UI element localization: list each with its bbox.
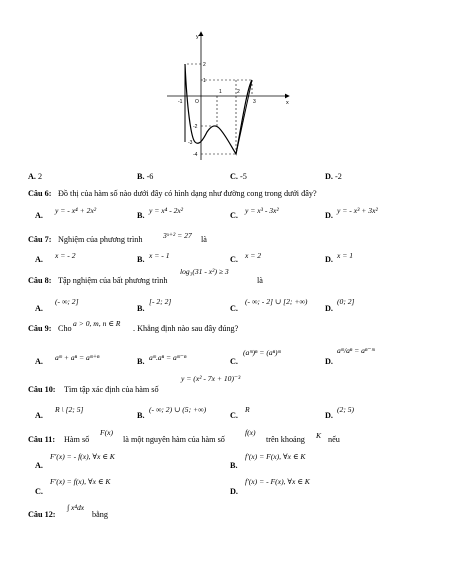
q5-option-d[interactable]: D. -2	[325, 172, 342, 181]
question-text: Cho	[58, 324, 72, 333]
option-value[interactable]: (- ∞; 2) ∪ (5; +∞)	[149, 405, 207, 414]
option-letter[interactable]: C.	[230, 211, 238, 220]
y-tick: 2	[203, 62, 206, 68]
option-value[interactable]: (2; 5)	[337, 405, 355, 414]
option-value[interactable]: y = x³ - 3x²	[245, 206, 279, 215]
option-letter[interactable]: A.	[35, 461, 43, 470]
question-text: bằng	[92, 510, 108, 519]
option-value[interactable]: y = - x³ + 3x²	[337, 206, 378, 215]
function-graph	[165, 28, 295, 163]
x-tick: 1	[219, 89, 222, 95]
question-text: trên khoảng	[266, 435, 305, 444]
question-text: Đồ thị của hàm số nào dưới đây có hình dạng như đường cong trong dưới đây?	[58, 189, 317, 198]
option-letter[interactable]: D.	[325, 211, 333, 220]
option-value[interactable]: f′(x) = F(x), ∀x ∈ K	[245, 452, 306, 461]
question-Fx: F(x)	[100, 428, 114, 437]
option-value[interactable]: x = - 2	[55, 251, 76, 260]
x-tick: O	[195, 99, 199, 105]
option-value[interactable]: (- ∞; 2]	[55, 297, 79, 306]
option-value[interactable]: f′(x) = - F(x), ∀x ∈ K	[245, 477, 310, 486]
option-value[interactable]: x = - 1	[149, 251, 170, 260]
y-axis-label: y	[196, 34, 199, 40]
question-suffix: là	[257, 276, 263, 285]
question-label: Câu 11:	[28, 435, 56, 444]
y-tick: -2	[193, 124, 198, 130]
question-text: . Khẳng định nào sau đây đúng?	[133, 324, 239, 333]
option-letter[interactable]: C.	[230, 255, 238, 264]
question-label: Câu 6:	[28, 189, 52, 198]
option-letter[interactable]: B.	[137, 411, 145, 420]
y-tick: -4	[193, 152, 198, 158]
option-letter[interactable]: A.	[35, 357, 43, 366]
option-value[interactable]: y = - x⁴ + 2x²	[55, 206, 97, 215]
x-axis-label: x	[286, 100, 289, 106]
question-label: Câu 8:	[28, 276, 52, 285]
option-value[interactable]: (0; 2]	[337, 297, 355, 306]
option-value[interactable]: F′(x) = - f(x), ∀x ∈ K	[50, 452, 115, 461]
curve	[185, 64, 252, 154]
option-value[interactable]: (- ∞; - 2] ∪ [2; +∞)	[245, 297, 308, 306]
question-fx: f(x)	[245, 428, 256, 437]
option-letter[interactable]: D.	[325, 255, 333, 264]
y-tick: 1	[203, 78, 206, 84]
q5-option-c[interactable]: C. -5	[230, 172, 247, 181]
option-letter[interactable]: D.	[230, 487, 238, 496]
x-tick: 2	[237, 89, 240, 95]
x-tick: -1	[178, 99, 183, 105]
option-letter[interactable]: D.	[325, 304, 333, 313]
x-tick: 3	[253, 99, 256, 105]
question-text: Tập nghiệm của bất phương trình	[58, 276, 168, 285]
option-value[interactable]: aᵐ + aⁿ = aᵐ⁺ⁿ	[55, 353, 100, 362]
question-text: Tìm tập xác định của hàm số	[64, 385, 159, 394]
option-letter[interactable]: B.	[137, 255, 145, 264]
q5-option-a[interactable]: A. 2	[28, 172, 43, 181]
question-label: Câu 12:	[28, 510, 56, 519]
question-text: nếu	[328, 435, 340, 444]
option-letter[interactable]: B.	[230, 461, 238, 470]
y-tick: -3	[188, 140, 193, 146]
option-letter[interactable]: A.	[35, 255, 43, 264]
option-value[interactable]: R	[245, 405, 250, 414]
option-letter[interactable]: C.	[35, 487, 43, 496]
question-equation: 3ˣ⁺² = 27	[163, 231, 192, 240]
option-value[interactable]: x = 1	[337, 251, 354, 260]
option-letter[interactable]: B.	[137, 357, 145, 366]
question-text: Hàm số	[64, 435, 90, 444]
option-value[interactable]: F′(x) = f(x), ∀x ∈ K	[50, 477, 111, 486]
option-value[interactable]: y = x⁴ - 2x²	[149, 206, 184, 215]
option-letter[interactable]: A.	[35, 304, 43, 313]
option-value[interactable]: x = 2	[245, 251, 262, 260]
question-equation: y = (x² - 7x + 10)⁻³	[181, 374, 241, 383]
option-value[interactable]: [- 2; 2]	[149, 297, 172, 306]
option-letter[interactable]: B.	[137, 304, 145, 313]
option-value[interactable]: aᵐ.aⁿ = aᵐ⁻ⁿ	[149, 353, 187, 362]
option-letter[interactable]: D.	[325, 411, 333, 420]
question-label: Câu 10:	[28, 385, 56, 394]
question-text: Nghiệm của phương trình	[58, 235, 143, 244]
option-letter[interactable]: C.	[230, 304, 238, 313]
question-suffix: là	[201, 235, 207, 244]
option-letter[interactable]: B.	[137, 211, 145, 220]
question-K: K	[316, 431, 322, 440]
option-letter[interactable]: D.	[325, 357, 333, 366]
option-value[interactable]: aᵐ/aⁿ = aⁿ⁻ᵐ	[337, 346, 375, 355]
question-label: Câu 7:	[28, 235, 52, 244]
question-label: Câu 9:	[28, 324, 52, 333]
question-equation: log₃(31 - x²) ≥ 3	[180, 267, 229, 276]
option-value[interactable]: (aᵐ)ⁿ = (aⁿ)ᵐ	[243, 348, 281, 357]
option-letter[interactable]: C.	[230, 357, 238, 366]
question-integral: ∫ x⁴dx	[67, 503, 85, 512]
question-text: là một nguyên hàm của hàm số	[123, 435, 225, 444]
q5-option-b[interactable]: B. -6	[137, 172, 154, 181]
option-letter[interactable]: A.	[35, 411, 43, 420]
question-condition: a > 0, m, n ∈ R	[73, 319, 121, 328]
option-letter[interactable]: C.	[230, 411, 238, 420]
option-letter[interactable]: A.	[35, 211, 43, 220]
option-value[interactable]: R \ [2; 5]	[55, 405, 84, 414]
